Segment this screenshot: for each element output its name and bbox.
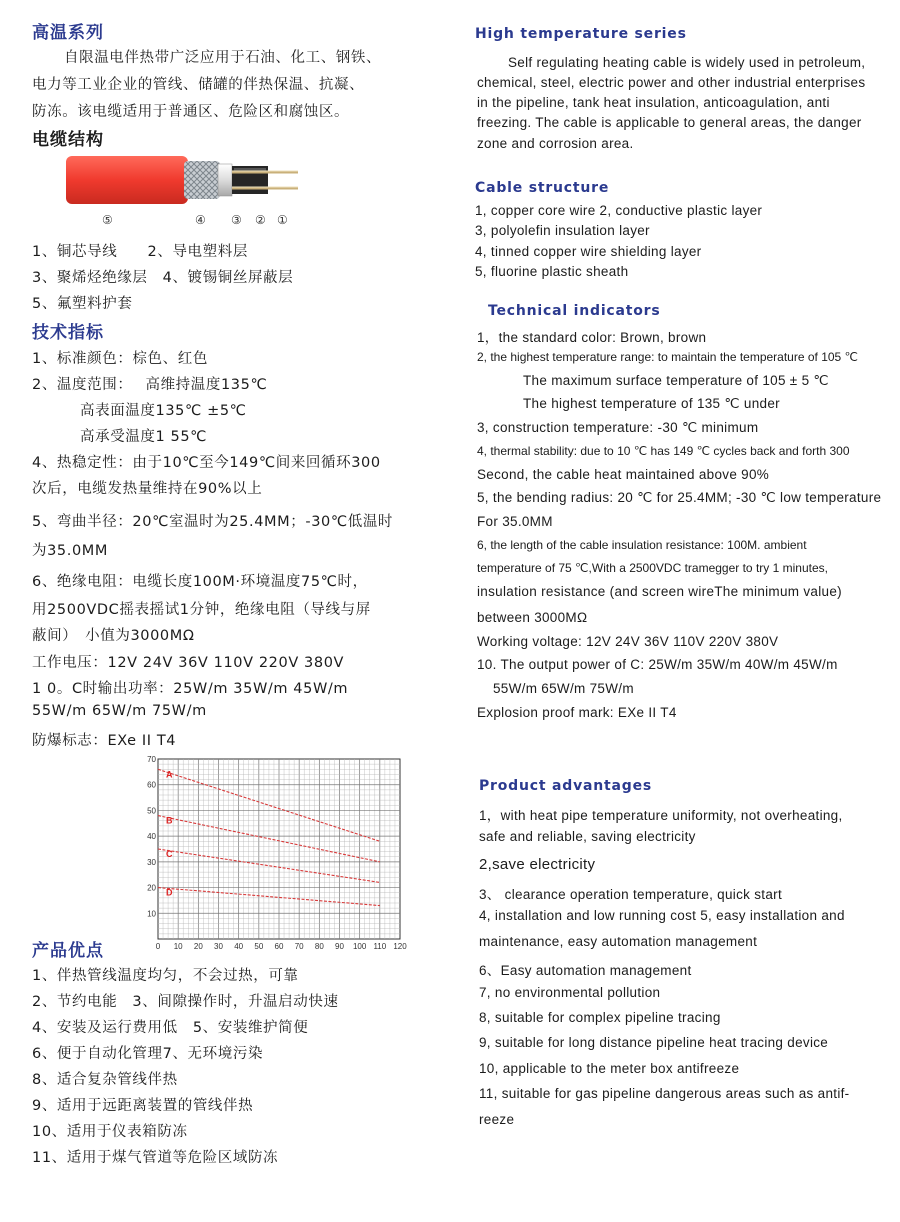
en-tech-item: 1，the standard color: Brown, brown <box>477 330 707 345</box>
cn-tech-item: 高表面温度135℃ ±5℃ <box>80 403 247 419</box>
en-tech-item: Working voltage: 12V 24V 36V 110V 220V 380V <box>477 634 779 649</box>
en-tech-item: 10. The output power of C: 25W/m 35W/m 40W/m 45W/m <box>477 657 838 672</box>
x-tick-label: 0 <box>155 942 161 951</box>
x-tick-label: 30 <box>214 942 223 951</box>
sheath-layer <box>66 156 188 204</box>
cn-tech-item: 6、绝缘电阻：电缆长度100M·环境温度75℃时， <box>32 574 368 590</box>
x-tick-label: 50 <box>254 942 264 951</box>
cn-tech-item: 蔽间） 小值为3000MΩ <box>32 628 195 644</box>
cn-tech-item: 1 0。C时输出功率：25W/m 35W/m 45W/m <box>32 681 349 697</box>
en-tech-item: insulation resistance (and screen wireThe minimum value) <box>477 584 842 599</box>
cn-adv-title: 产品优点 <box>32 941 104 961</box>
en-intro-line: chemical, steel, electric power and other industrial enterprises <box>477 75 866 90</box>
cn-intro-line: 自限温电伴热带广泛应用于石油、化工、钢铁、 <box>64 50 382 66</box>
en-adv-item: reeze <box>479 1112 515 1127</box>
cn-tech-item: 55W/m 65W/m 75W/m <box>32 703 207 719</box>
cn-tech-item: 高承受温度1 55℃ <box>80 429 208 445</box>
cn-tech-item: 5、弯曲半径：20℃室温时为25.4MM；-30℃低温时 <box>32 514 394 530</box>
cn-adv-item: 10、适用于仪表箱防冻 <box>32 1124 188 1140</box>
cn-tech-item: 2、温度范围： 高维持温度135℃ <box>32 377 268 393</box>
en-tech-item: 5, the bending radius: 20 ℃ for 25.4MM; -30 ℃ low temperature <box>477 490 882 505</box>
en-structure-item: 4, tinned copper wire shielding layer <box>475 244 702 259</box>
en-adv-item: 4, installation and low running cost 5, easy installation and <box>479 908 845 923</box>
en-adv-item: 9, suitable for long distance pipeline heat tracing device <box>479 1035 829 1050</box>
x-tick-label: 60 <box>274 942 284 951</box>
x-tick-label: 40 <box>234 942 244 951</box>
cable-label: ③ <box>231 213 242 227</box>
en-tech-item: For 35.0MM <box>477 514 553 529</box>
en-adv-item: 11, suitable for gas pipeline dangerous areas such as antif- <box>479 1086 850 1101</box>
en-adv-item: 2,save electricity <box>479 856 596 873</box>
power-temperature-chart <box>138 753 420 958</box>
en-adv-item: 10, applicable to the meter box antifreeze <box>479 1061 740 1076</box>
en-adv-item: 6、Easy automation management <box>479 963 692 978</box>
cable-label: ⑤ <box>102 213 113 227</box>
en-intro-line: zone and corrosion area. <box>477 136 634 151</box>
en-tech-item: Explosion proof mark: EXe II T4 <box>477 705 677 720</box>
en-tech-item: 2, the highest temperature range: to maintain the temperature of 105 ℃ <box>477 350 859 364</box>
braid-layer <box>184 161 220 199</box>
en-adv-item: 3、 clearance operation temperature, quick start <box>479 887 782 902</box>
cable-label: ② <box>255 213 266 227</box>
cn-adv-item: 6、便于自动化管理7、无环境污染 <box>32 1046 264 1062</box>
cn-intro-line: 电力等工业企业的管线、储罐的伴热保温、抗凝、 <box>32 77 365 93</box>
cable-label: ① <box>277 213 288 227</box>
cn-adv-item: 2、节约电能 3、间隙操作时，升温启动快速 <box>32 994 339 1010</box>
en-series-title: High temperature series <box>475 26 687 42</box>
cn-tech-item: 工作电压：12V 24V 36V 110V 220V 380V <box>32 655 345 671</box>
cn-tech-item: 4、热稳定性：由于10℃至今149℃间来回循环300 <box>32 455 381 471</box>
en-structure-item: 1, copper core wire 2, conductive plastic layer <box>475 203 763 218</box>
x-tick-label: 80 <box>314 942 324 951</box>
cn-structure-title: 电缆结构 <box>32 130 104 150</box>
cn-intro-line: 防冻。该电缆适用于普通区、危险区和腐蚀区。 <box>32 104 350 120</box>
cn-tech-item: 用2500VDC摇表摇试1分钟，绝缘电阻（导线与屏 <box>32 602 371 618</box>
x-tick-label: 70 <box>294 942 304 951</box>
cn-adv-item: 9、适用于远距离装置的管线伴热 <box>32 1098 254 1114</box>
en-adv-item: 1，with heat pipe temperature uniformity, not overheating, <box>479 808 843 823</box>
en-tech-item: Second, the cable heat maintained above 90% <box>477 467 770 482</box>
y-tick-label: 60 <box>147 780 156 790</box>
cn-tech-title: 技术指标 <box>32 323 104 343</box>
series-label: B <box>166 815 173 826</box>
en-tech-item: The maximum surface temperature of 105 ± 5 ℃ <box>523 373 829 388</box>
en-adv-title: Product advantages <box>479 778 653 794</box>
en-tech-item: 3, construction temperature: -30 ℃ minimum <box>477 420 759 435</box>
en-tech-item: temperature of 75 ℃,With a 2500VDC tramegger to try 1 minutes, <box>477 561 828 575</box>
x-tick-label: 100 <box>352 942 367 951</box>
en-structure-item: 3, polyolefin insulation layer <box>475 223 650 238</box>
en-structure-item: 5, fluorine plastic sheath <box>475 264 629 279</box>
series-label: D <box>166 887 173 898</box>
cn-series-title: 高温系列 <box>32 23 104 43</box>
x-tick-label: 120 <box>393 942 407 951</box>
en-tech-item: 55W/m 65W/m 75W/m <box>493 681 634 696</box>
y-tick-label: 20 <box>147 883 156 893</box>
en-tech-item: 6, the length of the cable insulation resistance: 100M. ambient <box>477 538 807 552</box>
en-tech-item: between 3000MΩ <box>477 610 588 625</box>
cable-structure-image <box>62 152 302 212</box>
cn-adv-item: 11、适用于煤气管道等危险区域防冻 <box>32 1150 279 1166</box>
x-tick-label: 10 <box>173 942 183 951</box>
en-tech-item: 4, thermal stability: due to 10 ℃ has 149 ℃ cycles back and forth 300 <box>477 444 850 458</box>
y-tick-label: 10 <box>147 909 156 919</box>
insulation-layer <box>218 164 232 196</box>
en-structure-title: Cable structure <box>475 180 610 196</box>
x-tick-label: 110 <box>373 942 387 951</box>
en-adv-item: 7, no environmental pollution <box>479 985 661 1000</box>
cn-adv-item: 4、安装及运行费用低 5、安装维护简便 <box>32 1020 309 1036</box>
en-adv-item: safe and reliable, saving electricity <box>479 829 696 844</box>
en-adv-item: 8, suitable for complex pipeline tracing <box>479 1010 721 1025</box>
cn-tech-item: 为35.0MM <box>32 543 109 559</box>
en-intro-line: Self regulating heating cable is widely used in petroleum, <box>508 55 866 70</box>
cable-label: ④ <box>195 213 206 227</box>
cn-structure-item: 1、铜芯导线 2、导电塑料层 <box>32 244 248 260</box>
y-tick-label: 70 <box>147 755 156 764</box>
x-tick-label: 90 <box>335 942 344 951</box>
en-tech-title: Technical indicators <box>488 303 661 319</box>
en-intro-line: in the pipeline, tank heat insulation, anticoagulation, anti <box>477 95 830 110</box>
x-tick-label: 20 <box>193 942 203 951</box>
cn-tech-item: 次后，电缆发热量维持在90%以上 <box>32 481 263 497</box>
series-label: A <box>166 769 173 780</box>
cn-adv-item: 1、伴热管线温度均匀，不会过热，可靠 <box>32 968 299 984</box>
y-tick-label: 40 <box>147 832 156 842</box>
cn-tech-item: 1、标准颜色：棕色、红色 <box>32 351 208 367</box>
en-tech-item: The highest temperature of 135 ℃ under <box>523 396 780 411</box>
en-intro-line: freezing. The cable is applicable to general areas, the danger <box>477 115 862 130</box>
cn-adv-item: 8、适合复杂管线伴热 <box>32 1072 178 1088</box>
cn-structure-item: 3、聚烯烃绝缘层 4、镀锡铜丝屏蔽层 <box>32 270 294 286</box>
en-adv-item: maintenance, easy automation management <box>479 934 758 949</box>
cn-tech-item: 防爆标志：EXe II T4 <box>32 733 177 749</box>
cn-structure-item: 5、氟塑料护套 <box>32 296 133 312</box>
series-label: C <box>166 849 173 859</box>
y-tick-label: 30 <box>147 857 156 867</box>
y-tick-label: 50 <box>147 806 156 816</box>
